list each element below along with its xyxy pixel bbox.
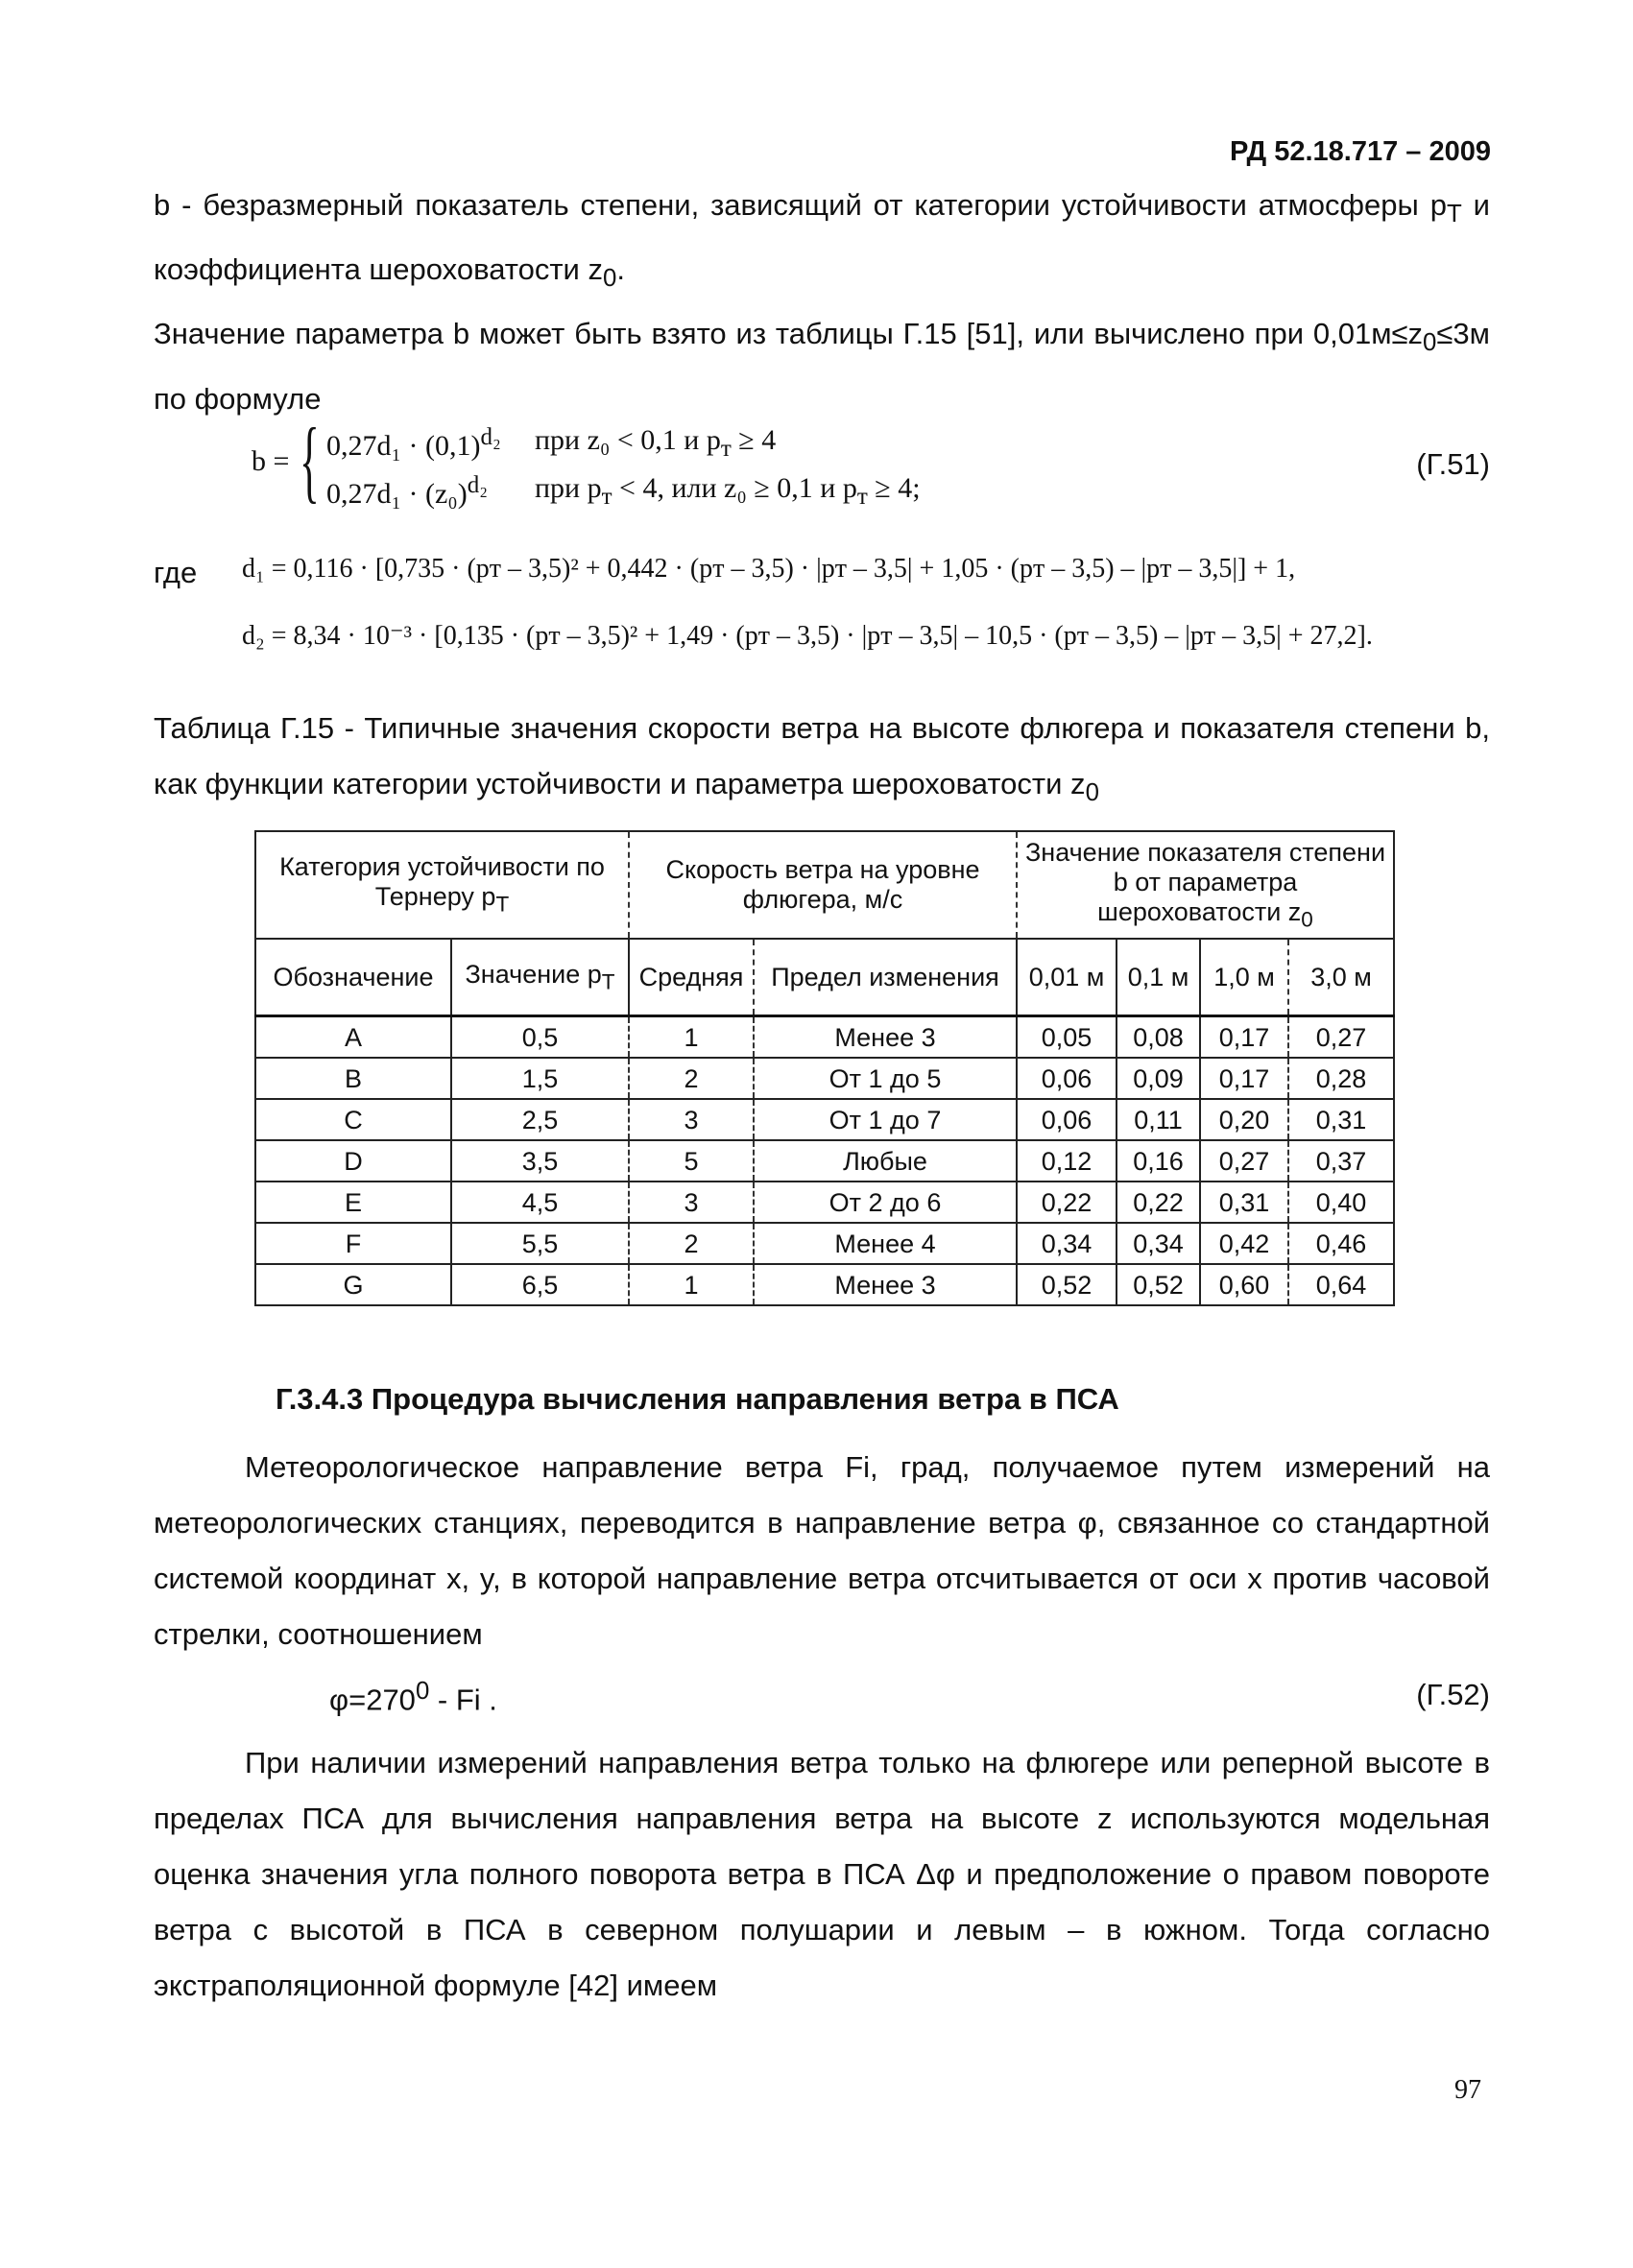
cell-b4: 0,31 — [1288, 1099, 1394, 1140]
cell-b2: 0,52 — [1117, 1264, 1200, 1305]
cell-b2: 0,34 — [1117, 1223, 1200, 1264]
cell-range: От 1 до 7 — [754, 1099, 1017, 1140]
formula-lhs: b = — [252, 445, 290, 477]
cell-b3: 0,27 — [1200, 1140, 1288, 1182]
cell-p: 6,5 — [451, 1264, 629, 1305]
table-subheader-row — [255, 939, 1394, 1016]
formula-number: (Г.52) — [1416, 1678, 1490, 1711]
d1-formula: d₁ = 0,116 · [0,735 · (pт – 3,5)² + 0,442 · (pт – 3,5) · |pт – 3,5| + 1,05 · (pт – 3,5) – |pт – 3,5|] + 1, — [242, 554, 1296, 584]
cell-category: B — [255, 1058, 451, 1099]
formula-row-2: $0,27d_1 \cdot (z_0)^{d_2}$ — [326, 472, 488, 510]
cell-range: Менее 4 — [754, 1223, 1017, 1264]
cell-mean: 3 — [629, 1182, 754, 1223]
cell-b3: 0,20 — [1200, 1099, 1288, 1140]
cell-b3: 0,42 — [1200, 1223, 1288, 1264]
cell-range: От 1 до 5 — [754, 1058, 1017, 1099]
cell-b3: 0,60 — [1200, 1264, 1288, 1305]
stability-header: Категория устойчивости по Тернеру $p_T$ — [255, 831, 629, 939]
cell-range: От 2 до 6 — [754, 1182, 1017, 1223]
paragraph-text: При наличии измерений направления ветра только на флюгере или реперной высоте в пределах ПСА для вычисления направления ветра на высоте z используются модельная оценка значения угла полного поворота ветра в ПСА Δφ и предположение о правом повороте ветра с высотой в ПСА в северном полушарии и левым – в южном. Тогда согласно экстраполяционной формуле [42] имеем — [154, 1746, 1490, 2002]
section-heading: Г.3.4.3 Процедура вычисления направления ветра в ПСА — [276, 1382, 1119, 1416]
cell-b3: 0,17 — [1200, 1058, 1288, 1099]
cell-b4: 0,28 — [1288, 1058, 1394, 1099]
cell-range: Менее 3 — [754, 1264, 1017, 1305]
value-header: Значение $p_T$ — [451, 939, 629, 1016]
d2-formula: d₂ = 8,34 · 10⁻³ · [0,135 · (pт – 3,5)² + 1,49 · (pт – 3,5) · |pт – 3,5| – 10,5 · (pт – 3,5) – |pт – 3,5| + 27,2]. — [242, 621, 1373, 651]
cell-mean: 3 — [629, 1099, 754, 1140]
cell-p: 3,5 — [451, 1140, 629, 1182]
designation-header: Обозначение — [255, 939, 451, 1016]
cell-p: 0,5 — [451, 1016, 629, 1059]
cell-category: D — [255, 1140, 451, 1182]
table-header-row — [255, 831, 1394, 939]
data-table — [254, 830, 1395, 1306]
document-header: РД 52.18.717 – 2009 — [1229, 136, 1491, 167]
z30-header: 3,0 м — [1288, 939, 1394, 1016]
formula-row-1: $0,27d_1 \cdot (0,1)^{d_2}$ — [326, 424, 501, 462]
speed-header: Скорость ветра на уровне флюгера, м/с — [629, 831, 1017, 939]
page-number: 97 — [1454, 2075, 1481, 2105]
cell-p: 4,5 — [451, 1182, 629, 1223]
cell-b3: 0,17 — [1200, 1016, 1288, 1059]
cell-b1: 0,06 — [1017, 1058, 1117, 1099]
cell-mean: 5 — [629, 1140, 754, 1182]
cell-b4: 0,37 — [1288, 1140, 1394, 1182]
cell-b1: 0,05 — [1017, 1016, 1117, 1059]
mean-header: Средняя — [629, 939, 754, 1016]
cell-b1: 0,34 — [1017, 1223, 1117, 1264]
cell-range: Любые — [754, 1140, 1017, 1182]
formula-cond-1: при z₀ < 0,1 и $p_т \ge 4$ — [535, 424, 777, 462]
paragraph-rotation — [154, 1735, 1490, 2014]
formula-cond-2: при $p_т < 4$, или z₀ ≥ 0,1 и $p_т \ge 4$; — [535, 472, 921, 510]
b-definition: b - безразмерный показатель степени, зависящий от категории устойчивости атмосферы $p_T$ и коэффициента шероховатости $z_0$. — [154, 188, 1490, 293]
cell-b1: 0,06 — [1017, 1099, 1117, 1140]
cell-category: F — [255, 1223, 451, 1264]
z001-header: 0,01 м — [1017, 939, 1117, 1016]
table-row — [255, 1099, 1394, 1140]
range-header: Предел изменения — [754, 939, 1017, 1016]
cell-range: Менее 3 — [754, 1016, 1017, 1059]
cell-mean: 2 — [629, 1223, 754, 1264]
exponent-header: Значение показателя степени b от параметра шероховатости $z_0$ — [1017, 831, 1394, 939]
table-row — [255, 1223, 1394, 1264]
formula-number: (Г.51) — [1416, 447, 1490, 481]
cell-b1: 0,12 — [1017, 1140, 1117, 1182]
paragraph-direction — [154, 1440, 1490, 1662]
paragraph-text: Метеорологическое направление ветра Fi, град, получаемое путем измерений на метеорологических станциях, переводится в направление ветра φ, связанное со стандартной системой координат x, y, в которой направление ветра отсчитывается от оси x против часовой стрелки, соотношением — [154, 1450, 1490, 1651]
cell-mean: 1 — [629, 1016, 754, 1059]
z01-header: 0,1 м — [1117, 939, 1200, 1016]
parameter-note: Значение параметра b может быть взято из таблицы Г.15 [51], или вычислено при $0,01м\le z_0\le 3м$ по формуле — [154, 317, 1490, 416]
cell-category: G — [255, 1264, 451, 1305]
table-row — [255, 1058, 1394, 1099]
cell-mean: 1 — [629, 1264, 754, 1305]
cell-b4: 0,64 — [1288, 1264, 1394, 1305]
where-definitions — [154, 552, 1498, 667]
table-row — [255, 1016, 1394, 1059]
cell-b1: 0,52 — [1017, 1264, 1117, 1305]
cell-b3: 0,31 — [1200, 1182, 1288, 1223]
z10-header: 1,0 м — [1200, 939, 1288, 1016]
where-label: где — [154, 556, 198, 589]
cell-category: C — [255, 1099, 451, 1140]
cell-b4: 0,46 — [1288, 1223, 1394, 1264]
table-caption: Таблица Г.15 - Типичные значения скорости ветра на высоте флюгера и показателя степени b, как функции категории устойчивости и параметра шероховатости $z_0$ — [154, 711, 1490, 807]
cell-category: E — [255, 1182, 451, 1223]
cell-b2: 0,16 — [1117, 1140, 1200, 1182]
intro-text — [154, 178, 1490, 427]
table-row — [255, 1140, 1394, 1182]
cell-p: 2,5 — [451, 1099, 629, 1140]
brace-glyph: { — [300, 409, 320, 512]
formula-expression: $\varphi=270^0 - Fi$ . — [329, 1678, 497, 1717]
formula-g52 — [154, 1678, 1490, 1735]
cell-b2: 0,11 — [1117, 1099, 1200, 1140]
table-row — [255, 1264, 1394, 1305]
cell-category: A — [255, 1016, 451, 1059]
cell-mean: 2 — [629, 1058, 754, 1099]
cell-b4: 0,27 — [1288, 1016, 1394, 1059]
cell-b1: 0,22 — [1017, 1182, 1117, 1223]
formula-g51 — [252, 409, 1490, 518]
cell-b2: 0,08 — [1117, 1016, 1200, 1059]
cell-b2: 0,09 — [1117, 1058, 1200, 1099]
cell-p: 5,5 — [451, 1223, 629, 1264]
cell-b4: 0,40 — [1288, 1182, 1394, 1223]
table-row — [255, 1182, 1394, 1223]
cell-b2: 0,22 — [1117, 1182, 1200, 1223]
cell-p: 1,5 — [451, 1058, 629, 1099]
